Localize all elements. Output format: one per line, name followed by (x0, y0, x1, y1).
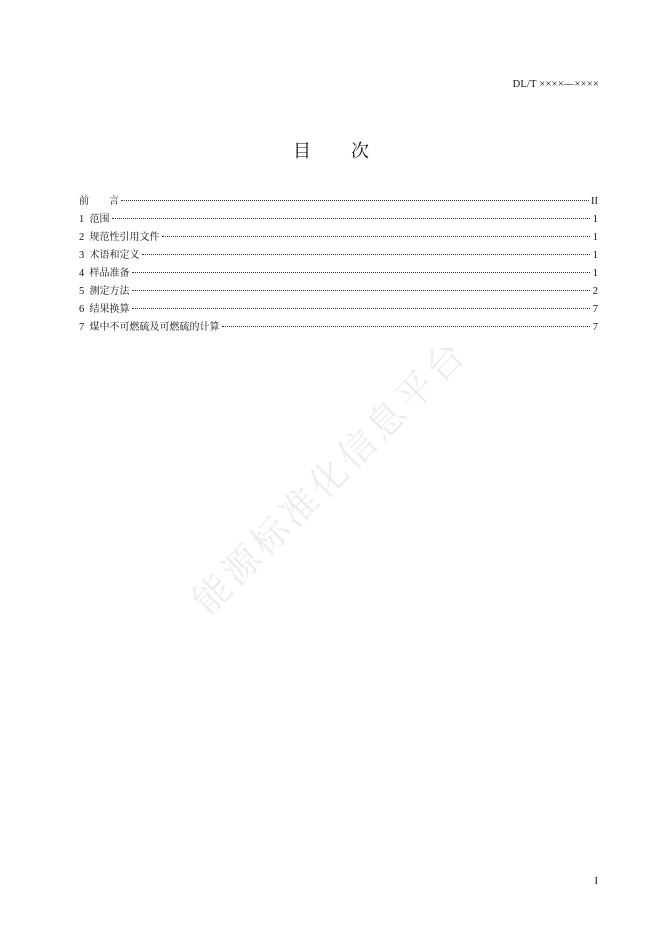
page-number: I (594, 876, 598, 887)
toc-entry-6[interactable] (79, 301, 598, 319)
toc-entry-2[interactable] (79, 229, 598, 247)
toc-entry-number: 3 (79, 250, 85, 261)
toc-leader-dots (132, 308, 591, 309)
document-code: DL/T ××××—×××× (512, 79, 599, 90)
toc-entry-3[interactable] (79, 247, 598, 265)
toc-leader-dots (121, 200, 589, 201)
toc-entry-number: 1 (79, 214, 85, 225)
toc-entry-page: II (591, 196, 598, 207)
toc-entry-page: 7 (592, 322, 598, 333)
toc-leader-dots (132, 290, 591, 291)
toc-entry-page: 2 (592, 286, 598, 297)
toc-entry-page: 1 (592, 268, 598, 279)
toc-entry-number: 5 (79, 286, 85, 297)
toc-entry-label: 煤中不可燃硫及可燃硫的计算 (89, 322, 220, 333)
toc-entry-label: 样品准备 (89, 268, 130, 279)
toc-entry-4[interactable] (79, 265, 598, 283)
toc-leader-dots (132, 272, 591, 273)
toc-entry-page: 1 (592, 250, 598, 261)
toc-entry-label: 前 言 (79, 196, 119, 207)
toc-entry-number: 7 (79, 322, 85, 333)
toc-leader-dots (222, 326, 591, 327)
toc-entry-label: 结果换算 (89, 304, 130, 315)
title-char-2: 次 (351, 141, 369, 162)
toc-entry-label: 规范性引用文件 (89, 232, 160, 243)
toc-entry-foreword[interactable] (79, 193, 598, 211)
toc-entry-label: 术语和定义 (89, 250, 140, 261)
toc-leader-dots (142, 254, 591, 255)
toc-leader-dots (112, 218, 591, 219)
toc-entry-label: 范围 (89, 214, 110, 225)
toc-entry-page: 1 (592, 232, 598, 243)
toc-entry-5[interactable] (79, 283, 598, 301)
toc-entry-number: 2 (79, 232, 85, 243)
table-of-contents (79, 193, 598, 337)
page-title (0, 137, 662, 163)
title-char-1: 目 (293, 141, 311, 162)
toc-entry-number: 6 (79, 304, 85, 315)
toc-entry-number: 4 (79, 268, 85, 279)
watermark-text: 能源标准化信息平台 (184, 331, 476, 623)
toc-entry-page: 7 (592, 304, 598, 315)
toc-leader-dots (162, 236, 591, 237)
toc-entry-label: 测定方法 (89, 286, 130, 297)
toc-entry-7[interactable] (79, 319, 598, 337)
toc-entry-1[interactable] (79, 211, 598, 229)
toc-entry-page: 1 (592, 214, 598, 225)
